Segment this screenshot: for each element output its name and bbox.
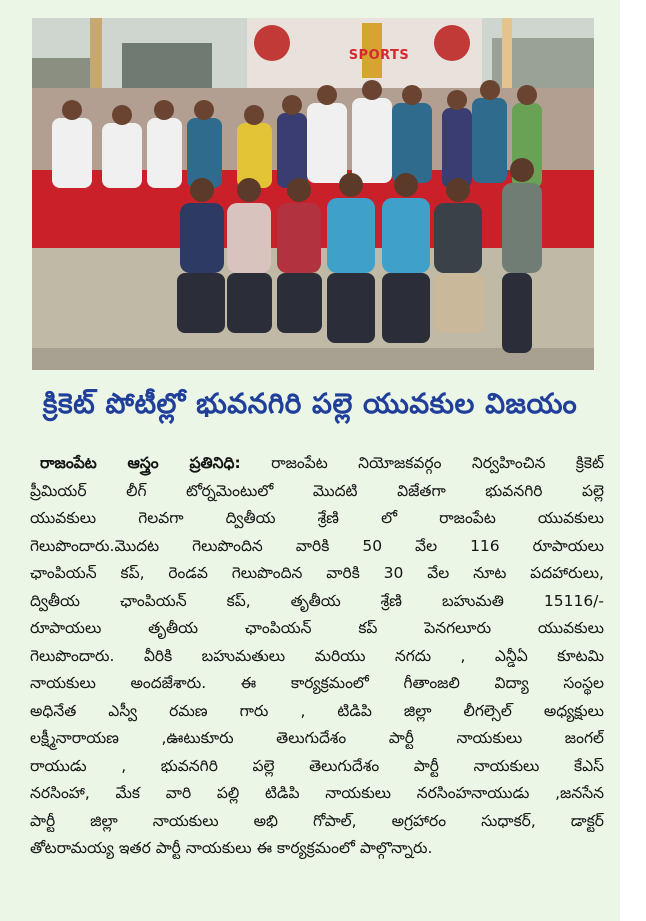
article-line: ఛాంపియన్ కప్, రెండవ గెలుపొందిన వారికి 30 వేల నూట పదహారులు,	[30, 564, 604, 582]
article-line: రూపాయలు తృతీయ ఛాంపియన్ కప్ పెనగలూరు యువకులు	[30, 619, 604, 637]
article-line: యువకులు గెలవగా ద్వితీయ శ్రేణి లో రాజంపేట యువకులు	[30, 509, 604, 527]
dateline: రాజంపేట ఆస్త్రం ప్రతినిధి:	[40, 454, 241, 472]
article-line: నరసింహా, మేక వారి పల్లి టిడిపి నాయకులు నరసింహనాయుడు ,జనసేన	[30, 784, 604, 802]
article-body	[30, 450, 604, 863]
article-line: తోటరామయ్య ఇతర పార్టీ నాయకులు ఈ కార్యక్రమంలో పాల్గొన్నారు.	[30, 839, 433, 857]
article-line: నాయకులు అందజేశారు. ఈ కార్యక్రమంలో గీతాంజలి విద్యా సంస్థల	[30, 674, 604, 692]
team-photo	[32, 18, 594, 370]
article-line: లక్ష్మీనారాయణ ,ఊటుకూరు తెలుగుదేశం పార్టీ నాయకులు జంగల్	[30, 729, 604, 747]
article-line: రాజంపేట ఆస్త్రం ప్రతినిధి: రాజంపేట నియోజకవర్గం నిర్వహించిన క్రికెట్	[40, 454, 604, 472]
article-line: ద్వితీయ ఛాంపియన్ కప్, తృతీయ శ్రేణి బహుమతి 15116/-	[30, 591, 604, 610]
banner-text: SPORTS	[348, 48, 410, 63]
article-line: రాయుడు , భువనగిరి పల్లె తెలుగుదేశం పార్టీ నాయకులు కేఎస్	[30, 756, 604, 775]
article-line: అధినేత ఎస్వీ రమణ గారు , టిడిపి జిల్లా లీగల్సెల్ అధ్యక్షులు	[30, 701, 604, 720]
team-photo-illustration	[32, 18, 594, 370]
headline-container	[0, 372, 620, 442]
page-margin	[620, 0, 646, 921]
article-line: గెలుపొందారు.మొదట గెలుపొందిన వారికి 50 వేల 116 రూపాయలు	[30, 536, 604, 555]
article-line: పార్టీ జిల్లా నాయకులు అభి గోపాల్, అగ్రహారం సుధాకర్, డాక్టర్	[30, 811, 604, 830]
headline: క్రికెట్ పోటీల్లో భువనగిరి పల్లె యువకుల విజయం	[42, 387, 578, 420]
article-line: ప్రీమియర్ లీగ్ టోర్నమెంటులో మొదటి విజేతగా భువనగిరి పల్లె	[30, 481, 604, 500]
article-line: గెలుపొందారు. వీరికి బహుమతులు మరియు నగదు , ఎన్డీఏ కూటమి	[30, 646, 604, 665]
